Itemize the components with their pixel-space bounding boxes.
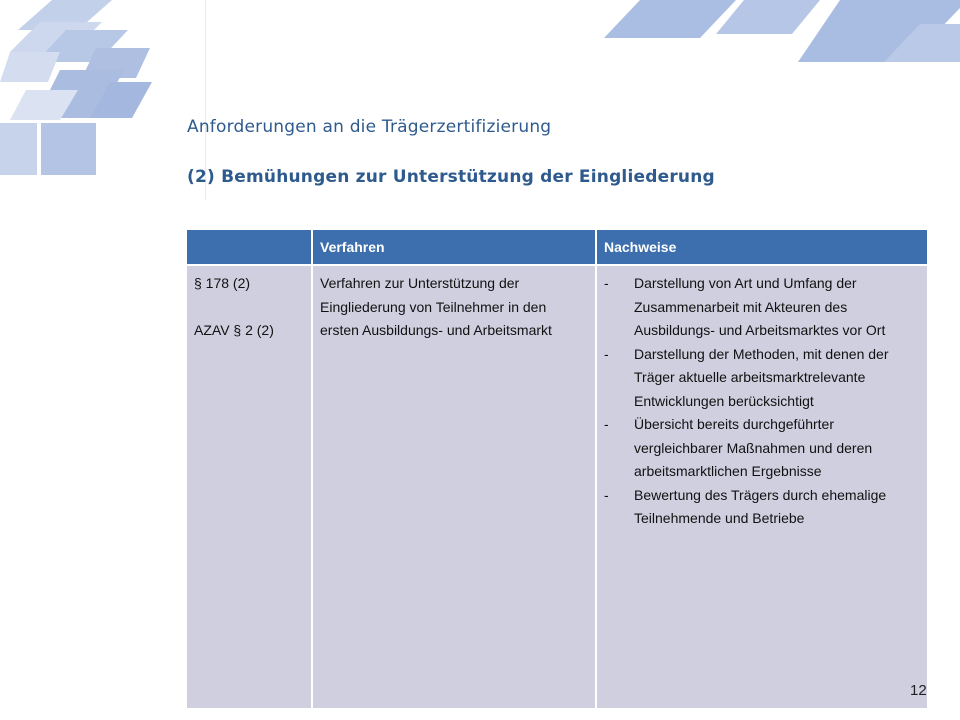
decor-square [41,123,96,175]
header-empty-cell [186,229,312,265]
decor-square [0,123,37,175]
paragraph-ref: AZAV § 2 (2) [194,321,274,338]
header-verfahren: Verfahren [312,229,596,265]
list-item [604,484,920,531]
header-nachweise: Nachweise [596,229,928,265]
requirements-table [185,228,929,710]
paragraph-cell [186,265,312,709]
decor-parallelogram [604,0,736,38]
bullet-dash: - [604,416,609,432]
nachweise-cell [596,265,928,709]
bullet-dash: - [604,486,609,503]
page-number: 12 [910,682,927,699]
page-title: Anforderungen an die Trägerzertifizierung [187,117,552,137]
page-subtitle: (2) Bemühungen zur Unterstützung der Eingliederung [187,167,715,187]
list-item [604,343,920,414]
list-item-text: Darstellung von Art und Umfang der Zusammenarbeit mit Akteuren des Ausbildungs- und Arbeitsmarktes vor Ort [634,275,886,338]
list-item [604,413,920,484]
paragraph-ref: § 178 (2) [194,275,251,291]
list-item-text: Darstellung der Methoden, mit denen der Träger aktuelle arbeitsmarktrelevante Entwicklungen berücksichtigt [634,345,889,409]
list-item [604,272,920,343]
list-item-text: Übersicht bereits durchgeführter vergleichbarer Maßnahmen und deren arbeitsmarktlichen Ergebnisse [634,416,873,479]
verfahren-cell: Verfahren zur Unterstützung der Eingliederung von Teilnehmer in den ersten Ausbildungs- und Arbeitsmarkt [312,265,596,709]
table-row [186,265,928,709]
bullet-dash: - [604,345,609,362]
table-header-row [186,229,928,265]
decor-parallelogram [0,52,60,82]
bullet-dash: - [604,275,609,291]
decor-parallelogram [716,0,820,34]
list-item-text: Bewertung des Trägers durch ehemalige Teilnehmende und Betriebe [634,486,887,526]
